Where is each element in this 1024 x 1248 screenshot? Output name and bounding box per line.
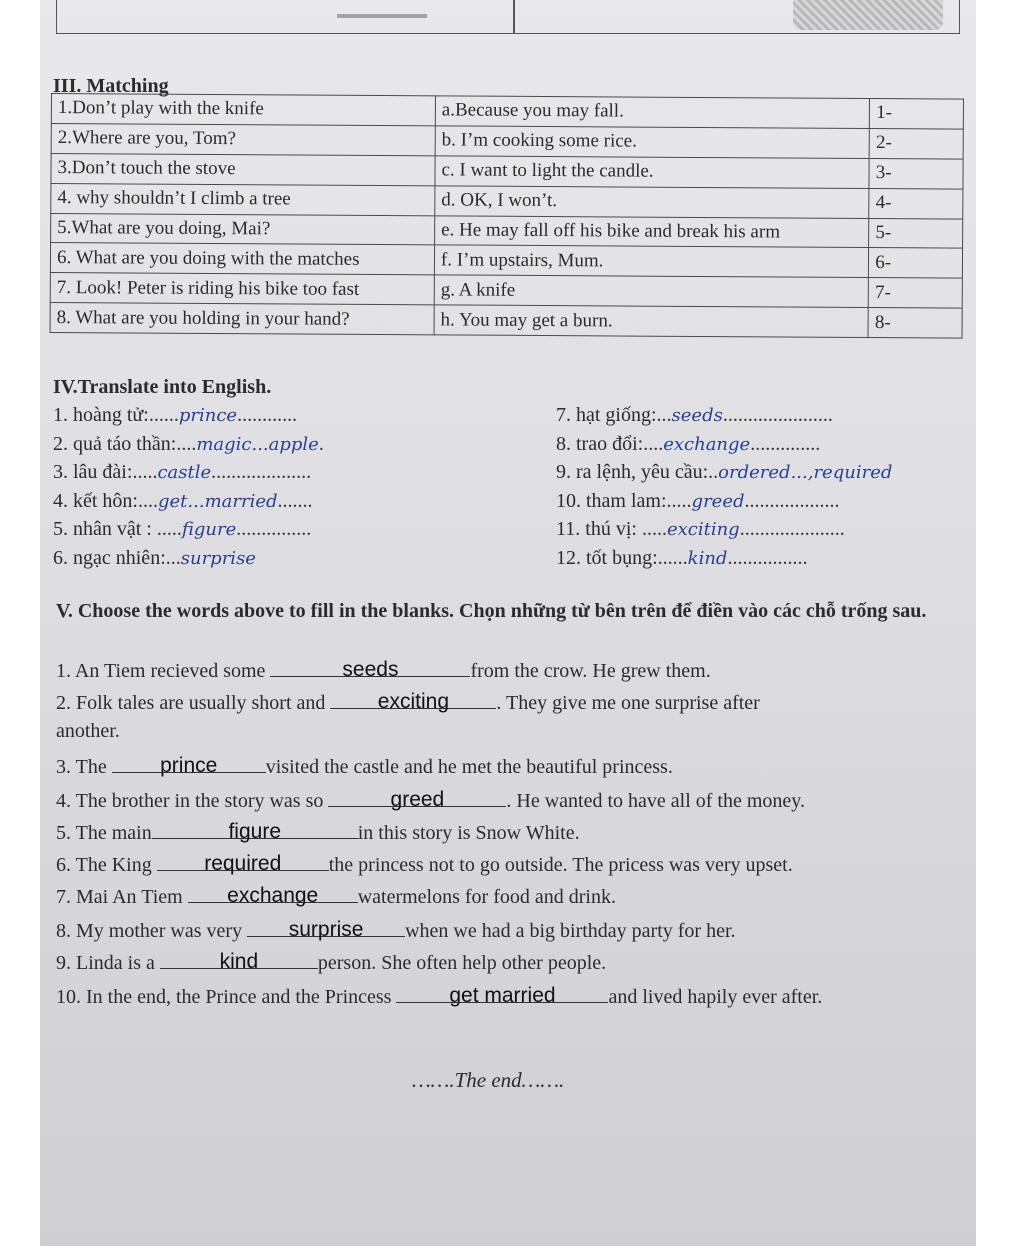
translate-dots: ................ — [727, 547, 808, 569]
fill-sentence-start: 6. The King — [56, 854, 157, 876]
fill-sentence — [56, 750, 673, 779]
fill-sentence-end: the princess not to go outside. The pricess was very upset. — [328, 854, 793, 876]
translate-label: 6. ngạc nhiên: — [53, 547, 166, 569]
translate-dots: .................... — [211, 461, 312, 484]
matching-answer-cell: a.Because you may fall. — [435, 96, 870, 129]
fill-answer: greed — [390, 788, 445, 811]
translate-dots: ............... — [236, 518, 312, 541]
fill-answer: exchange — [227, 884, 319, 907]
fill-sentence-start: 8. My mother was very — [56, 920, 248, 942]
translate-item — [556, 490, 840, 513]
translate-item — [556, 404, 833, 427]
matching-answer-cell: b. I’m cooking some rice. — [435, 126, 870, 159]
translate-label: 2. quả táo thần: — [53, 432, 177, 455]
fill-sentence-end: in this story is Snow White. — [357, 822, 580, 844]
fill-sentence-start: 5. The main — [56, 822, 152, 844]
translate-handwritten-answer: magic...apple — [196, 433, 319, 455]
fill-blank[interactable] — [330, 686, 496, 713]
column-divider — [513, 0, 515, 34]
matching-match-number-cell: 2- — [869, 128, 963, 158]
translate-handwritten-answer: prince — [178, 405, 238, 426]
translate-dots: ... — [165, 547, 181, 569]
translate-dots: ..................... — [739, 518, 845, 541]
fill-sentence-start: 7. Mai An Tiem — [56, 886, 188, 908]
matching-question-cell: 1.Don’t play with the knife — [51, 94, 435, 126]
translate-dots: .... — [643, 432, 664, 455]
fill-answer: figure — [228, 820, 281, 843]
fill-sentence — [56, 946, 606, 975]
matching-answer-cell: c. I want to light the candle. — [435, 156, 870, 189]
translate-heading: IV.Translate into English. — [53, 376, 272, 398]
translate-label: 4. kết hôn: — [53, 489, 138, 512]
translate-dots: .............. — [750, 432, 821, 455]
matching-question-cell: 4. why shouldn’t I climb a tree — [51, 183, 435, 215]
translate-dots: .... — [138, 489, 158, 512]
translate-dots: ..... — [151, 518, 182, 541]
translate-item — [53, 547, 256, 570]
fill-blank[interactable] — [328, 784, 506, 811]
fill-answer: prince — [160, 754, 218, 777]
fill-blank[interactable] — [396, 980, 608, 1007]
fill-blank[interactable] — [112, 750, 266, 777]
matching-question-cell: 6. What are you doing with the matches — [50, 243, 434, 275]
fill-answer: kind — [219, 950, 259, 973]
translate-dots: ..... — [666, 489, 692, 512]
translate-handwritten-answer: figure — [181, 519, 237, 541]
fill-sentence-start: 4. The brother in the story was so — [56, 790, 329, 812]
translate-item — [556, 547, 807, 570]
fill-sentence-end: when we had a big birthday party for her. — [405, 920, 736, 942]
matching-match-number-cell: 4- — [869, 188, 963, 218]
translate-dots: . — [318, 432, 324, 455]
matching-question-cell: 3.Don’t touch the stove — [51, 153, 435, 185]
translate-label: 7. hạt giống: — [556, 404, 657, 426]
translate-label: 5. nhân vật : — [53, 518, 152, 541]
matching-match-number-cell: 8- — [868, 308, 962, 338]
image-caption-mark — [337, 14, 427, 18]
translate-handwritten-answer: castle — [157, 462, 212, 484]
matching-answer-cell: e. He may fall off his bike and break his arm — [435, 215, 870, 248]
fill-sentence — [56, 720, 120, 743]
fill-blank[interactable] — [160, 946, 318, 973]
fill-sentence — [56, 980, 822, 1009]
fill-sentence — [56, 784, 805, 813]
translate-item — [556, 433, 820, 456]
translate-label: 10. tham lam: — [556, 489, 667, 512]
translate-dots: ...................... — [722, 404, 833, 426]
the-end-footer: …….The end……. — [412, 1068, 565, 1092]
fill-sentence-start: 1. An Tiem recieved some — [56, 660, 271, 682]
fill-sentence-start: another. — [56, 720, 120, 742]
translate-item — [556, 518, 845, 541]
fill-sentence-start: 3. The — [56, 756, 112, 778]
translate-label: 1. hoàng tử: — [53, 404, 149, 426]
matching-question-cell: 2.Where are you, Tom? — [51, 123, 435, 155]
fill-sentence-end: person. She often help other people. — [317, 952, 607, 974]
fill-sentence-end: from the crow. He grew them. — [470, 660, 711, 682]
matching-question-cell: 5.What are you doing, Mai? — [51, 213, 435, 245]
matching-match-number-cell: 1- — [870, 99, 964, 129]
translate-dots: .. — [708, 461, 719, 484]
translate-handwritten-answer: exciting — [666, 519, 740, 541]
matching-match-number-cell: 3- — [869, 158, 963, 188]
translate-handwritten-answer: get...married — [158, 490, 278, 512]
translate-dots: ............ — [237, 404, 298, 426]
matching-answer-cell: f. I’m upstairs, Mum. — [434, 245, 869, 278]
translate-handwritten-answer: surprise — [180, 548, 256, 569]
matching-question-cell: 8. What are you holding in your hand? — [50, 303, 434, 335]
fill-blank[interactable] — [247, 914, 405, 941]
translate-dots: ..... — [132, 461, 158, 484]
fill-blank[interactable] — [157, 848, 329, 875]
fill-sentence-start: 10. In the end, the Prince and the Princess — [56, 986, 397, 1008]
fill-blank[interactable] — [152, 816, 358, 843]
matching-match-number-cell: 6- — [869, 248, 963, 278]
fill-sentence-end: visited the castle and he met the beautiful princess. — [265, 756, 673, 778]
fill-answer: surprise — [288, 918, 364, 941]
matching-match-number-cell: 7- — [868, 278, 962, 308]
fill-sentence-start: 2. Folk tales are usually short and — [56, 692, 331, 714]
fill-sentence-end: watermelons for food and drink. — [357, 886, 616, 908]
translate-dots: ...... — [148, 404, 179, 426]
translate-label: 3. lâu đài: — [53, 461, 133, 484]
fill-blank[interactable] — [188, 880, 358, 907]
worksheet-page — [40, 0, 976, 1246]
translate-dots: ................... — [744, 489, 840, 512]
translate-handwritten-answer: kind — [687, 548, 728, 569]
fill-sentence — [56, 654, 711, 683]
translate-dots: .... — [176, 432, 197, 455]
translate-handwritten-answer: seeds — [671, 405, 723, 426]
translate-item — [556, 461, 892, 484]
fill-sentence-end: and lived hapily ever after. — [608, 986, 823, 1008]
fill-sentence-end: . They give me one surprise after — [496, 692, 760, 714]
matching-heading: III. Matching — [53, 75, 169, 97]
matching-answer-cell: h. You may get a burn. — [434, 305, 869, 338]
translate-item — [53, 461, 311, 484]
previous-section-border — [56, 0, 960, 34]
matching-question-cell: 7. Look! Peter is riding his bike too fast — [50, 273, 434, 305]
translate-label: 9. ra lệnh, yêu cầu: — [556, 461, 709, 484]
translate-handwritten-answer: exchange — [663, 433, 751, 455]
fill-answer: exciting — [377, 690, 449, 713]
translate-dots: ...... — [657, 547, 688, 569]
matching-answer-cell: d. OK, I won’t. — [435, 186, 870, 219]
cartoon-picture-fragment — [793, 0, 943, 30]
fill-sentence-end: . He wanted to have all of the money. — [506, 790, 805, 812]
translate-label: 11. thú vị: — [556, 518, 637, 541]
translate-item — [53, 518, 311, 541]
translate-item — [53, 433, 324, 456]
translate-item — [53, 404, 297, 427]
fill-sentence — [56, 914, 736, 943]
matching-row — [50, 303, 962, 338]
translate-dots: ..... — [636, 518, 667, 541]
matching-match-number-cell: 5- — [869, 218, 963, 248]
translate-label: 12. tốt bụng: — [556, 547, 658, 569]
fill-sentence-start: 9. Linda is a — [56, 952, 160, 974]
fill-sentence — [56, 880, 616, 909]
fill-blank[interactable] — [270, 654, 470, 681]
translate-label: 8. trao đổi: — [556, 432, 644, 455]
translate-dots: ....... — [277, 489, 313, 512]
fill-heading: V. Choose the words above to fill in the blanks. Chọn những từ bên trên để điền vào các chỗ trống sau. — [56, 600, 927, 622]
fill-answer: required — [204, 852, 282, 875]
fill-sentence — [56, 848, 793, 877]
fill-sentence — [56, 816, 580, 845]
translate-dots: ... — [656, 404, 672, 426]
translate-item — [53, 490, 313, 513]
fill-answer: get married — [449, 984, 556, 1007]
matching-table — [50, 93, 964, 339]
translate-handwritten-answer: greed — [691, 490, 745, 512]
fill-sentence — [56, 686, 760, 715]
fill-answer: seeds — [342, 658, 399, 681]
matching-answer-cell: g. A knife — [434, 275, 869, 308]
translate-handwritten-answer: ordered...,required — [718, 462, 893, 484]
